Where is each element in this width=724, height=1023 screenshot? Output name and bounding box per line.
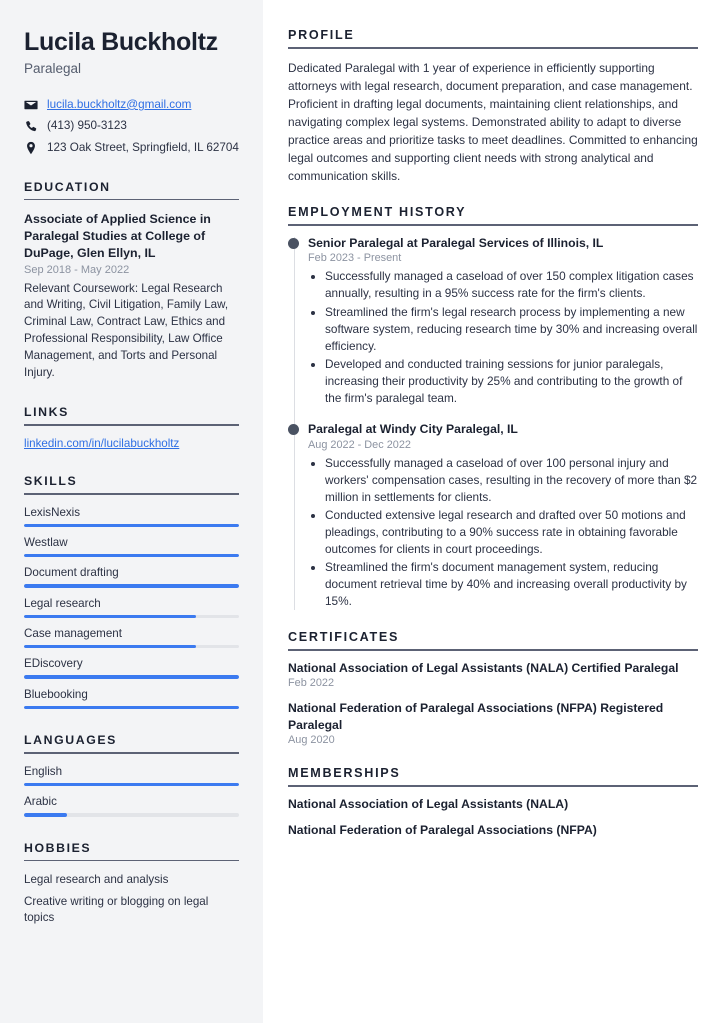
certificate-title: National Association of Legal Assistants (NALA) Certified Paralegal	[288, 660, 679, 675]
section-heading-certificates: CERTIFICATES	[288, 630, 400, 645]
envelope-icon	[24, 98, 38, 112]
language-bar-track	[24, 813, 239, 816]
certificate-item	[288, 660, 698, 689]
membership-item: National Association of Legal Assistants (NALA)	[288, 796, 569, 811]
job-entry	[308, 421, 698, 610]
skill-label: LexisNexis	[24, 505, 81, 519]
divider	[24, 752, 239, 754]
skill-item	[24, 566, 239, 587]
skill-bar-fill	[24, 524, 239, 527]
section-profile	[288, 28, 698, 185]
skill-label: EDiscovery	[24, 657, 83, 671]
job-entry	[308, 235, 698, 407]
skill-item	[24, 597, 239, 618]
skill-bar-fill	[24, 584, 239, 587]
skill-label: Case management	[24, 627, 122, 641]
section-links	[24, 405, 239, 450]
skill-bar-track	[24, 706, 239, 709]
skill-bar-track	[24, 524, 239, 527]
divider	[288, 224, 698, 226]
section-heading-skills: SKILLS	[24, 473, 78, 488]
section-heading-profile: PROFILE	[288, 28, 355, 42]
section-languages	[24, 733, 239, 816]
section-heading-employment: EMPLOYMENT HISTORY	[288, 205, 467, 220]
section-heading-links: LINKS	[24, 405, 69, 420]
skill-bar-track	[24, 554, 239, 557]
timeline-dot-icon	[288, 424, 299, 435]
timeline-dot-icon	[288, 238, 299, 249]
divider	[24, 860, 239, 862]
section-heading-memberships: MEMBERSHIPS	[288, 766, 401, 781]
hobby-item: Creative writing or blogging on legal topics	[24, 894, 209, 925]
job-bullet: • Successfully managed a caseload of over 150 complex litigation cases annually, resulting in a 95% success rate for the firm's clients.	[325, 268, 698, 302]
certificate-date: Aug 2020	[288, 734, 335, 747]
contact-list	[24, 98, 239, 156]
job-title: Paralegal	[24, 60, 82, 76]
divider	[24, 424, 239, 426]
language-label: English	[24, 764, 63, 778]
job-date: Feb 2023 - Present	[308, 252, 402, 265]
main-content	[263, 0, 724, 1023]
contact-row-email	[24, 98, 239, 113]
job-bullet: • Developed and conducted training sessions for junior paralegals, increasing their productivity by 25% and contributing to the growth of the firm's paralegal team.	[325, 356, 698, 407]
education-degree: Associate of Applied Science in Paralegal Studies at College of DuPage, Glen Ellyn, IL	[24, 212, 211, 261]
profile-text: Dedicated Paralegal with 1 year of experience in efficiently supporting attorneys with legal research, document preparation, and case management. Proficient in drafting legal documents, maintaining client relationships, and navigating complex legal systems. Demonstrated ability to adapt to diverse practice areas and prioritize tasks to meet deadlines. Committed to enhancing legal outcomes and supporting client needs with strong analytical and communication skills.	[288, 61, 698, 183]
skill-bar-fill	[24, 554, 239, 557]
education-date: Sep 2018 - May 2022	[24, 263, 130, 276]
job-role: Paralegal at Windy City Paralegal, IL	[308, 422, 518, 437]
skill-list	[24, 506, 239, 710]
skill-bar-fill	[24, 675, 239, 678]
contact-address: 123 Oak Street, Springfield, IL 62704	[47, 141, 239, 154]
education-item	[24, 211, 239, 381]
contact-row-phone	[24, 119, 239, 134]
job-bullet-list	[308, 268, 698, 407]
skill-bar-fill	[24, 615, 196, 618]
section-heading-languages: LANGUAGES	[24, 733, 117, 748]
section-education	[24, 180, 239, 382]
language-bar-fill	[24, 813, 67, 816]
divider	[24, 199, 239, 201]
certificate-date: Feb 2022	[288, 677, 335, 690]
divider	[288, 649, 698, 651]
hobby-item: Legal research and analysis	[24, 873, 169, 887]
section-memberships	[288, 766, 698, 838]
skill-label: Westlaw	[24, 535, 68, 549]
section-certificates	[288, 630, 698, 746]
job-bullet: • Conducted extensive legal research and drafted over 50 motions and pleadings, contributing to a 90% success rate in obtaining favorable outcomes for clients in court proceedings.	[325, 507, 698, 558]
skill-bar-fill	[24, 645, 196, 648]
divider	[24, 493, 239, 495]
section-hobbies	[24, 841, 239, 927]
membership-item: National Federation of Paralegal Associations (NFPA)	[288, 823, 597, 838]
contact-email[interactable]: lucila.buckholtz@gmail.com	[47, 97, 192, 111]
skill-label: Document drafting	[24, 566, 119, 580]
language-item	[24, 765, 239, 786]
skill-bar-track	[24, 645, 239, 648]
section-heading-education: EDUCATION	[24, 179, 111, 194]
certificate-item	[288, 700, 698, 746]
link-linkedin[interactable]: linkedin.com/in/lucilabuckholtz	[24, 436, 180, 450]
skill-item	[24, 688, 239, 709]
contact-phone: (413) 950-3123	[47, 119, 127, 133]
phone-icon	[24, 120, 38, 134]
divider	[288, 785, 698, 787]
page-title: Lucila Buckholtz	[24, 28, 218, 56]
skill-bar-track	[24, 675, 239, 678]
language-bar-track	[24, 783, 239, 786]
section-skills	[24, 474, 239, 709]
sidebar	[0, 0, 263, 1023]
language-label: Arabic	[24, 795, 57, 809]
skill-label: Bluebooking	[24, 687, 88, 701]
language-bar-fill	[24, 783, 239, 786]
job-bullet-list	[308, 455, 698, 611]
contact-row-address	[24, 141, 239, 156]
education-description: Relevant Coursework: Legal Research and Writing, Civil Litigation, Family Law, Criminal Law, Contract Law, Ethics and Professional Responsibility, Law Office Management, and Torts and Personal Injury.	[24, 281, 229, 379]
skill-bar-track	[24, 584, 239, 587]
section-heading-hobbies: HOBBIES	[24, 840, 92, 855]
job-role: Senior Paralegal at Paralegal Services of Illinois, IL	[308, 235, 604, 250]
skill-item	[24, 536, 239, 557]
skill-item	[24, 657, 239, 678]
job-bullet: • Successfully managed a caseload of over 100 personal injury and workers' compensation cases, resulting in the recovery of more than $2 million in settlements for clients.	[325, 455, 698, 506]
job-bullet: • Streamlined the firm's document management system, reducing document retrieval time by 40% and increasing overall productivity by 15%.	[325, 559, 698, 610]
skill-bar-fill	[24, 706, 239, 709]
section-employment-history	[288, 205, 698, 610]
employment-timeline	[288, 235, 698, 611]
job-date: Aug 2022 - Dec 2022	[308, 438, 411, 451]
job-bullet: • Streamlined the firm's legal research process by implementing a new software system, reducing research time by 30% and increasing overall efficiency.	[325, 304, 698, 355]
divider	[288, 47, 698, 49]
skill-label: Legal research	[24, 596, 101, 610]
skill-item	[24, 506, 239, 527]
skill-item	[24, 627, 239, 648]
skill-bar-track	[24, 615, 239, 618]
language-item	[24, 795, 239, 816]
location-pin-icon	[24, 141, 38, 155]
certificate-title: National Federation of Paralegal Associations (NFPA) Registered Paralegal	[288, 701, 664, 732]
